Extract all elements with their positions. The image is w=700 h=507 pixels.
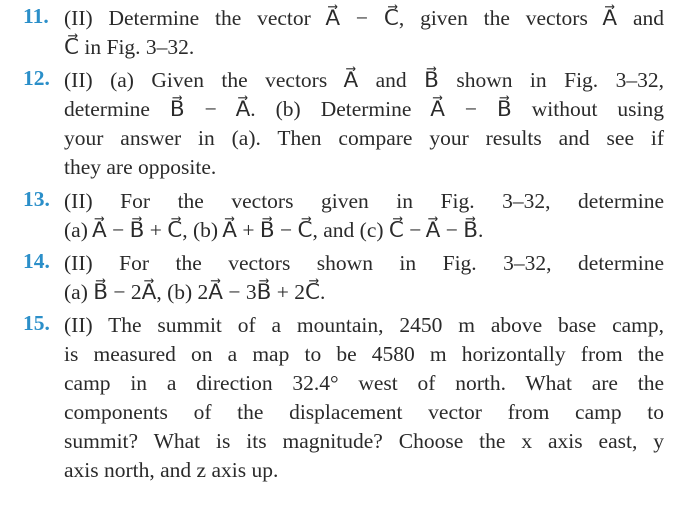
problem-text-line: (II) For the vectors given in Fig. 3–32, determine <box>64 189 664 213</box>
problem-text-line: (a) B⃗ − 2A⃗, (b) 2A⃗ − 3B⃗ + 2C⃗. <box>64 280 326 304</box>
problem-number: 14. <box>23 249 50 273</box>
problem-text-line: (II) (a) Given the vectors A⃗ and B⃗ shown in Fig. 3–32, <box>64 68 664 92</box>
problem-text-line: your answer in (a). Then compare your results and see if <box>64 126 664 150</box>
problem-text-line: (II) The summit of a mountain, 2450 m above base camp, <box>64 313 664 337</box>
problem-text-line: they are opposite. <box>64 155 217 179</box>
problem-text-line: (a) A⃗ − B⃗ + C⃗, (b) A⃗ + B⃗ − C⃗, and (c) C⃗ − A⃗ − B⃗. <box>64 218 484 242</box>
problem-text-line: determine B⃗ − A⃗. (b) Determine A⃗ − B⃗ without using <box>64 97 664 121</box>
problem-number: 15. <box>23 311 50 335</box>
problem-text-line: is measured on a map to be 4580 m horizontally from the <box>64 342 664 366</box>
problem-number: 12. <box>23 66 50 90</box>
problem-text-line: axis north, and z axis up. <box>64 458 279 482</box>
problem-text-line: (II) For the vectors shown in Fig. 3–32, determine <box>64 251 664 275</box>
problem-text-line: camp in a direction 32.4° west of north. What are the <box>64 371 664 395</box>
problem-text-line: components of the displacement vector from camp to <box>64 400 664 424</box>
problem-text-line: C⃗ in Fig. 3–32. <box>64 35 195 59</box>
problem-number: 11. <box>23 4 49 28</box>
problem-text-line: (II) Determine the vector A⃗ − C⃗, given the vectors A⃗ and <box>64 6 664 30</box>
problem-number: 13. <box>23 187 50 211</box>
problem-text-line: summit? What is its magnitude? Choose the x axis east, y <box>64 429 664 453</box>
